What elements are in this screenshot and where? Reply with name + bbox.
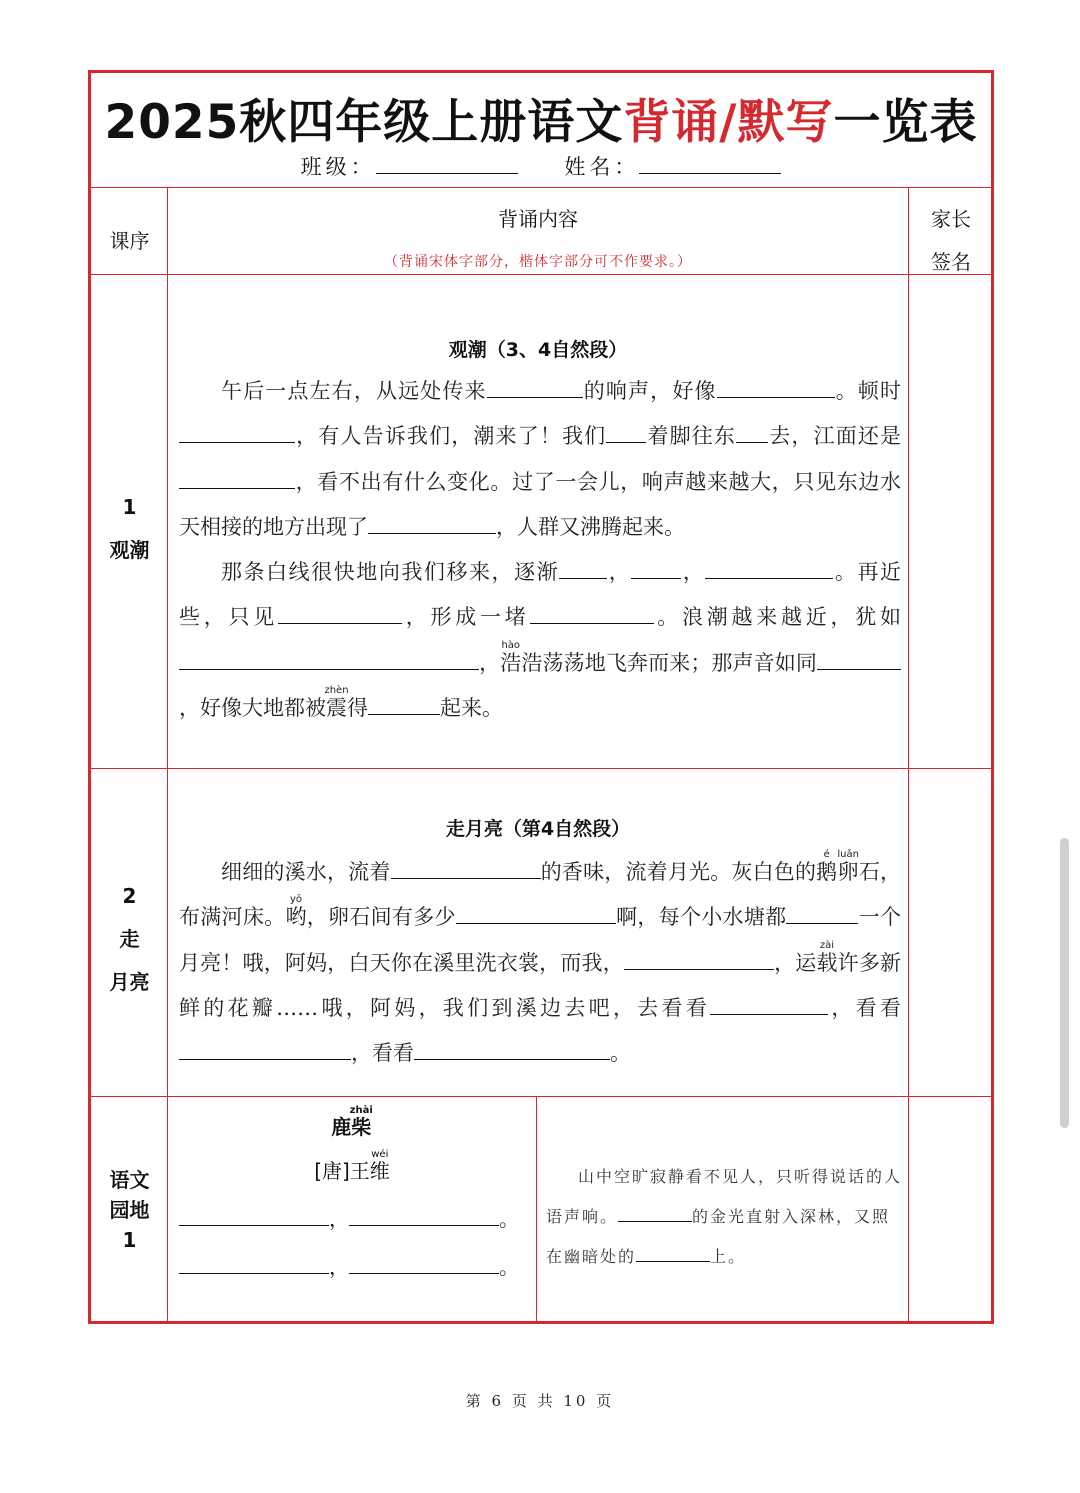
fill-blank[interactable]: [618, 1205, 692, 1222]
fill-blank[interactable]: [391, 858, 541, 879]
fill-blank[interactable]: [456, 903, 616, 924]
fill-blank[interactable]: [606, 422, 646, 443]
student-info-line: [91, 151, 991, 181]
worksheet-table: [88, 70, 994, 1324]
fill-blank[interactable]: [179, 1205, 329, 1226]
fill-blank[interactable]: [710, 994, 828, 1015]
fill-blank[interactable]: [368, 694, 440, 715]
fill-blank[interactable]: [559, 558, 607, 579]
poem-line-1: ， 。: [179, 1203, 519, 1232]
page-number: 第 6 页 共 10 页: [465, 1392, 615, 1410]
header-sign-2: 签名: [931, 250, 971, 274]
fill-blank[interactable]: [631, 558, 681, 579]
lesson-1-label: 1 观潮: [109, 495, 150, 562]
title-highlight: 背诵/默写: [623, 95, 834, 150]
lesson-3-label: 语文 园地 1: [109, 1168, 150, 1252]
fill-blank[interactable]: [179, 1039, 351, 1060]
fill-blank[interactable]: [636, 1245, 710, 1262]
header-content: 背诵内容: [498, 207, 578, 231]
lesson-2-passage: 细细的溪水，流着 的香味，流着月光。灰白色的鹅é卵luǎn石，布满河床。哟yō，卵石间有多少 啊，每个小水塘都 一个月亮！哦，阿妈，白天你在溪里洗衣裳，而我， ，运载zài许多新鲜的花瓣……哦，阿妈，我们到溪边去吧，去看看 ，看看，看看 。: [179, 849, 902, 1066]
col-divider: [536, 1096, 537, 1321]
fill-blank[interactable]: [530, 603, 654, 624]
fill-blank[interactable]: [278, 603, 402, 624]
class-blank[interactable]: [376, 155, 518, 174]
fill-blank[interactable]: [349, 1205, 499, 1226]
fill-blank[interactable]: [487, 377, 583, 398]
row-divider: [91, 1096, 991, 1097]
fill-blank[interactable]: [368, 513, 496, 534]
fill-blank[interactable]: [349, 1253, 499, 1274]
header-content-note: （背诵宋体字部分，楷体字部分可不作要求。）: [384, 254, 692, 270]
name-label: 姓名：: [564, 155, 640, 179]
fill-blank[interactable]: [414, 1039, 610, 1060]
header-lesson: 课序: [109, 229, 150, 253]
row-divider: [91, 768, 991, 769]
name-blank[interactable]: [639, 155, 781, 174]
page-title: 2025秋四年级上册语文背诵/默写一览表: [104, 95, 978, 150]
poem-title: 鹿柴zhài: [331, 1105, 373, 1139]
fill-blank[interactable]: [179, 649, 479, 670]
fill-blank[interactable]: [817, 649, 901, 670]
lesson-1-passage: 午后一点左右，从远处传来 的响声，好像 。顿时，有人告诉我们，潮来了！我们 着脚往东 去，江面还是，看不出有什么变化。过了一会儿，响声越来越大，只见东边水天相接的地方出现了 ，人群又沸腾起来。 那条白线很快地向我们移来，逐渐 ， ， 。再近些，只见 ，形成一堵 。浪潮越来越近，犹如，浩hào浩荡荡地飞奔而来；那声音如同，好像大地都被震zhèn得 起来。: [179, 379, 902, 721]
title-block: [91, 73, 991, 187]
row-divider: [91, 274, 991, 275]
lesson-2-title: 走月亮（第4自然段）: [445, 818, 631, 840]
fill-blank[interactable]: [705, 558, 833, 579]
fill-blank[interactable]: [736, 422, 768, 443]
fill-blank[interactable]: [624, 949, 774, 970]
poem-line-2: ， 。: [179, 1251, 519, 1280]
col-divider: [908, 187, 909, 1321]
row-divider: [91, 187, 991, 188]
poem-translation: 山中空旷寂静看不见人，只听得说话的人语声响。 的金光直射入深林，又照在幽暗处的 上。: [546, 1167, 903, 1266]
header-sign-1: 家长: [931, 207, 971, 231]
fill-blank[interactable]: [179, 422, 295, 443]
lesson-2-label: 2 走 月亮: [109, 884, 150, 994]
fill-blank[interactable]: [179, 468, 295, 489]
poem-author: [唐]王维wéi: [314, 1149, 390, 1183]
fill-blank[interactable]: [717, 377, 835, 398]
scrollbar-thumb[interactable]: [1060, 838, 1069, 1128]
lesson-1-title: 观潮（3、4自然段）: [448, 339, 628, 361]
class-label: 班级：: [300, 155, 376, 179]
fill-blank[interactable]: [179, 1253, 329, 1274]
fill-blank[interactable]: [786, 903, 858, 924]
